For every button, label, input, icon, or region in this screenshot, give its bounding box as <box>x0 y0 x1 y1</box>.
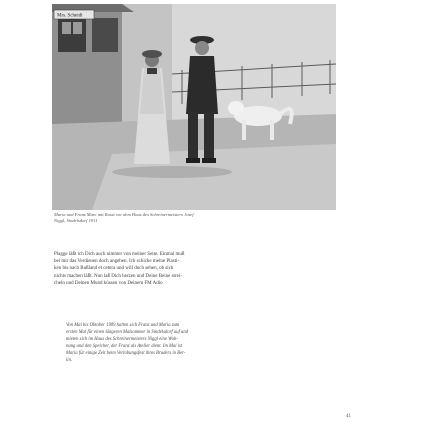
caption-line: Maria und Franz Marc mit Russi vor dem Haus des Schreinermeisters Josef <box>54 212 194 217</box>
house-sign-text: Mrs. Scheidt <box>57 13 83 19</box>
letter-text <box>54 251 336 287</box>
commentary-line: mieten sich im Haus des Schreinermeisters Niggl eine Woh- <box>66 337 178 342</box>
letter-line: Plagge läßt ich Dich auch nimmer von meiner Seite. Einmal muß <box>54 252 185 257</box>
commentary-line: lin. <box>66 358 73 363</box>
commentary-line: ersten Mal für einen längeren Malsommer in Sindelsdorf auf und <box>66 330 189 335</box>
commentary-text <box>66 322 334 364</box>
commentary-line: Von Mai bis Oktober 1909 halten sich Franz und Maria zum <box>66 323 180 328</box>
photograph-scene <box>52 4 336 210</box>
letter-line: ken bis nach Rußland et cetera und will doch sehen, ob sich <box>54 266 174 272</box>
caption-line: Niggl, Sindelsdorf 1911 <box>54 218 98 223</box>
page-number: 41 <box>346 414 351 419</box>
photo-caption <box>54 212 334 224</box>
letter-line: bei mir das Verdienen doch angehen. Ich schicke meine Plasti- <box>54 259 180 265</box>
commentary-line: Maria für einige Zeit beim Verlobungsfest ihres Bruders in Ber- <box>66 351 186 356</box>
letter-line: nichts machen läßt. Nun laß Dich herzen und Deine Beine strei- <box>54 273 182 279</box>
commentary-line: nung und den Speicher, der Franz als Atelier dient. Im Mai ist <box>66 344 183 349</box>
historical-photograph <box>52 4 336 210</box>
letter-line: cheln und Deinen Mund küssen von Deinem FM Adio <box>54 280 163 286</box>
